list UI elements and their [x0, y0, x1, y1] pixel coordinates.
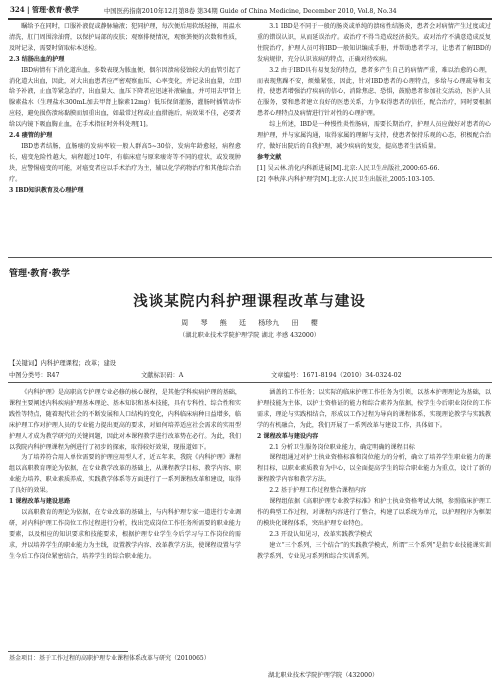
reference-item: [1] 吴云林.消化内科新进展[M].北京:人民卫生出版社,2000:65-66. [257, 164, 440, 172]
paragraph: 瞩给予在同时，口服补液促或静脉输液；犯同护理，每次便后用软纸轻擦，用温水清洗，肛门周围涂油膏，以保护局部的皮肤；观察排便情况，观察粪便的次数和性质，及时记录，需要时留取标本送检。 [9, 23, 241, 52]
section-heading: 2.3 结肠出血的护理 [9, 55, 65, 63]
section-heading: 2 课程改革与建设内容 [257, 432, 319, 440]
paragraph: 课程组通过对护士执业资格标准和岗位能力的分析，确立了培养学生职业能力的课程目标，以职业素质教育为中心，以全面提高学生的综合职业能力为重点，设计了新的课程教学内容和教学方法。 [257, 454, 491, 484]
funding-note: 基金项目：基于工作过程的高职护理专业课程体系改革与研究（2010065） [9, 655, 210, 662]
document-code: 文献标识码：A [141, 372, 184, 379]
paragraph: 课程组依据《高职护理专业教学标准》和护士执业资格考试大纲，参照临床护理工作的典型工作过程，对课程内容进行了整合，构建了以系统为单元，以护理程序为框架的模块化课程体系，突出护理专业特色。 [257, 498, 491, 527]
author: 熊 廷 [219, 319, 246, 327]
paragraph: 2.3 开设认知见习，改革实践教学模式 [269, 530, 373, 538]
paragraph: 以高职教育的理论为依据，在专业改革的基础上，与内科护理专家一道进行专业调研，对内科护理工作岗位工作过程进行分析，找出完成岗位工作任务所需要的职业能力要素，以及相应的知识要求和技能要求，根据护理专业学生今后学习与工作岗位的需求，并以培养学生的职业能力为主线，设置教学内容、改革教学方法，使课程设置与学生今后工作岗位紧密结合，培养学生的综合职业能力。 [9, 508, 241, 560]
paragraph: 为了培养符合用人单位需要的护理应用型人才，近五年来，我院《内科护理》课程组以高职教育理论为依据，在专业教学改革的基础上，从课程教学目标、教学内容、职业能力培养、职业素质养成、实践教学体系等方面进行了一系列课程改革和建设，取得了良好的效果。 [9, 454, 241, 495]
article-title: 浅谈某院内科护理课程改革与建设 [133, 294, 366, 310]
paragraph: 3.2 由于IBD具有易复发的特点，患者多产生自己的病情严重，难以治愈的心理，而表现焦躁不安，烦燥紧张，因此，针对IBD患者的心理特点，多给与心理疏导和支持，使患者增强治疗疾病的信心，消除焦虑、恐惧，鼓励患者参加社交活动，医护人员在服务，要和患者建立良好的医患关系，力争取得患者的信任，配合治疗，同时要根据患者心理特点及病情进行针对性的心理护理。 [257, 66, 491, 118]
paragraph: 《内科护理》是高职高专护理专业必修的核心课程，是其他学科疾病护理的基础，课程主要阐述内科疾病护理基本理论、基本知识和基本技能，具有专科性、综合性和实践性等特点，随着现代社会的不断发展和人口结构的变化，内科临床病种日益增多，临床护理工作对护理人员的专业能力提出更高的要求，对如何培养适应社会需求的实用型护理人才成为教学研究的关键问题，因此对本课程教学进行改革势在必行。为此，我们以我院内科护理课程为例进行了初步的探索，取得较好效果，现报道如下。 [9, 389, 241, 451]
journal-header: 中国医药指南2010年12月第8卷 第34期 Guide of China Medicine, December 2010, Vol.8, No.34 [104, 8, 397, 15]
section-heading: 参考文献 [257, 153, 282, 161]
keywords: 【关键词】内科护理课程；改革；建设 [9, 360, 117, 367]
paragraph: 3.1 IBD是不同于一般的肠炎或单纯的溃疡性结肠炎，患者会对病情产生过度或过重的错误认识，从而延误治疗。或治疗不得当造成经济损失。或对治疗不满意造成反复住院治疗，护理人员可将IBD一般知识编成手册，并帮助患者学习，让患者了解IBD的发病规律，充分认识该病的特点，正确对待疾病。 [257, 23, 491, 63]
lower-left-column [9, 388, 241, 648]
author: 周 琴 [181, 319, 208, 327]
footnote-separator [8, 651, 128, 652]
author: 杨珍九 [258, 319, 280, 327]
paragraph: 综上所述，IBD是一种慢性炎性肠病，需要长期治疗，护理人员应做好对患者的心理护理，并与家属沟通，取得家属的理解与支持，使患者保持乐观的心态，积极配合治疗，做好出院后的自我护理，减少疾病的复发，提高患者生活质量。 [257, 121, 491, 150]
affiliation-footer: 湖北职业技术学院护理学院（432000） [268, 672, 379, 679]
abstract-separator [8, 382, 492, 383]
section-separator [8, 257, 492, 258]
article-affiliation: （湖北职业技术学院护理学院 湖北 孝感 432000） [179, 332, 320, 339]
article-id: 文章编号：1671-8194（2010）34-0324-02 [271, 372, 402, 379]
section-heading: 3 IBD知识教育及心理护理 [9, 186, 84, 194]
section-label: 管理·教育·教学 [9, 269, 70, 279]
section-heading: 2.4 瘘管的护理 [9, 132, 53, 140]
author: 田 樱 [291, 319, 318, 327]
paragraph: IBD病情有下消化道出血，多数表现为脓血便，偶尔因溃疡侵蚀较大的血管引起了消化道大出血，因此，对大出血患者应严密观察血压、心率变化，并记录出血量，立即给予补液，止血等紧急治疗，出血量大、血压下降者应迅速补液输血，并可用去甲肾上腺素盐水（生理盐水300mL加去甲肾上腺素12mg）低压保留灌肠，灌肠时插管动作应轻，避免损伤溃疡黏膜而加重出血，如最常过程或止血措施后，病效果不佳，必要者给以内镜下吸血胸止血，在手术指征时外科处理[1]。 [9, 66, 241, 129]
lower-right-column [257, 388, 491, 664]
article-authors [0, 318, 499, 328]
page-number-and-section: 324 | 管理·教育·教学 [10, 5, 79, 14]
upper-left-column [9, 22, 241, 254]
upper-right-column [257, 22, 491, 254]
section-heading: 1 课程改革与建设思路 [9, 498, 71, 506]
paragraph: 2.2 基于护理工作过程整合课程内容 [269, 487, 367, 495]
paragraph: IBD患者结肠，直肠瘘的发病率较一般人群高5~30倍，发病年龄愈轻，病程愈长，癌变危险性越大，病程超过10年，有临床症与原来瘘寄等不同的症状，或发现肿块，应警惕癌变的可能，对癌变者应以手术治疗为主，辅以化学药物治疗和其他综合治疗。 [9, 142, 241, 183]
paragraph: 涵盖的工作任务；以实际的临床护理工作任务为引领，以基本护理理论为基础，以护理技能为主体，以护士资格证的能力和综合素养为依据，按学生今后职业岗位的工作需求，理论与实践相结合，形成以工作过程为导向的课程体系，实现理论教学与实践教学的有机融合，为此，我们开展了一系列改革与建设工作，具体如下。 [257, 389, 491, 429]
clc-number: 中图分类号：R47 [9, 372, 60, 379]
paragraph: 建立“三个系列，三个结合”的实践教学模式，所谓“三个系列”是指专业技能课实训教学系列、专业见习系列和综合实训系列。 [257, 541, 491, 560]
reference-item: [2] 李秋萍.内科护理学[M].北京:人民卫生出版社,2005:103-105. [257, 175, 435, 183]
page-header [8, 4, 492, 20]
paragraph: 2.1 分析卫生服务岗位职业能力，确定明确的课程目标 [269, 443, 415, 451]
